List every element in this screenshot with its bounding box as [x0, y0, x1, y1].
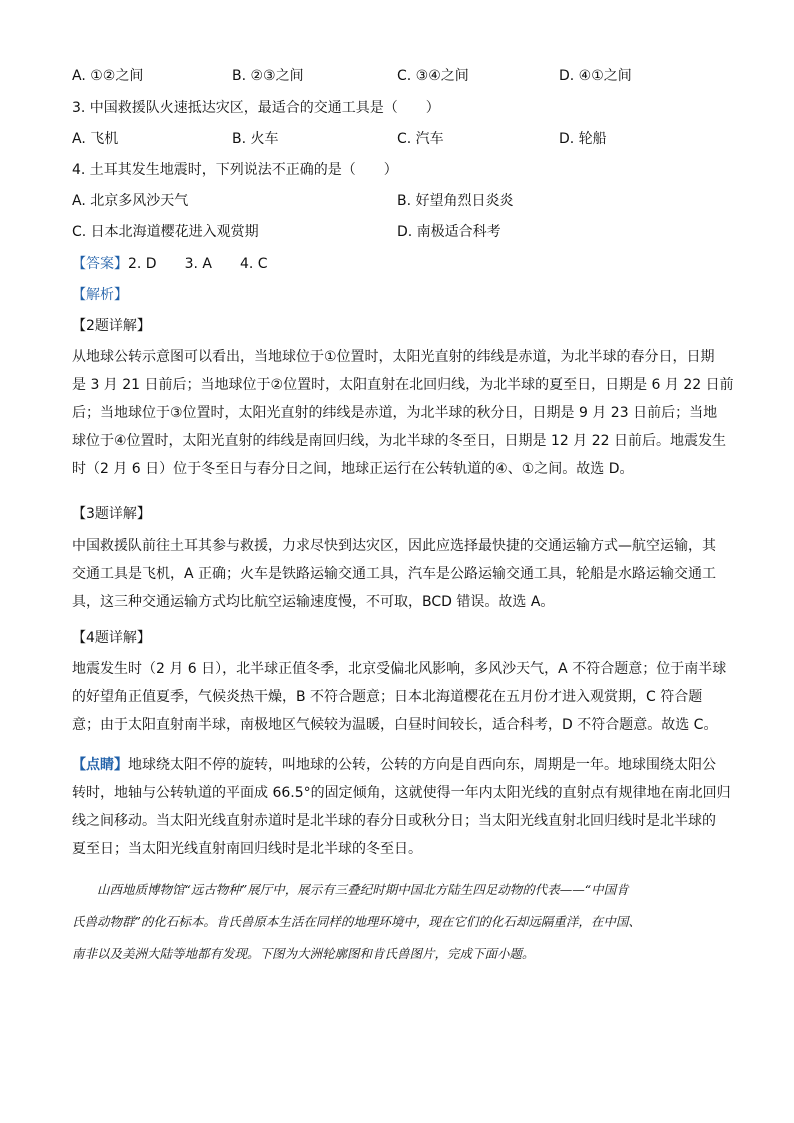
- q4-options-row1: [72, 191, 722, 211]
- detail2-line: 从地球公转示意图可以看出，当地球位于①位置时，太阳光直射的纬线是赤道，为北半球的春分日，日期: [72, 349, 715, 365]
- detail3-line: 交通工具是飞机，A 正确；火车是铁路运输交通工具，汽车是公路运输交通工具，轮船是水路运输交通工: [72, 566, 717, 582]
- detail3-line: 具，这三种交通运输方式均比航空运输速度慢，不可取，BCD 错误。故选 A。: [72, 594, 555, 610]
- q3-options: [72, 129, 722, 149]
- answer-text: 2. D 3. A 4. C: [128, 256, 268, 272]
- detail2-line: 后；当地球位于③位置时，太阳光直射的纬线是赤道，为北半球的秋分日，日期是 9 月 23 日前后；当地: [72, 405, 718, 421]
- material-paragraph: [72, 874, 722, 970]
- q4-stem: 4. 土耳其发生地震时，下列说法不正确的是（ ）: [72, 162, 398, 178]
- q3-stem: 3. 中国救援队火速抵达灾区，最适合的交通工具是（ ）: [72, 100, 440, 116]
- detail3-paragraph: [72, 532, 724, 616]
- q4-option-a: A. 北京多风沙天气: [72, 193, 189, 209]
- q3-option-d: D. 轮船: [559, 131, 607, 147]
- key-point-label: 【点睛】: [72, 757, 128, 773]
- detail4-line: 意；由于太阳直射南半球，南极地区气候较为温暖，白昼时间较长，适合科考，D 不符合题意。故选 C。: [72, 717, 718, 733]
- key-point-paragraph: [72, 751, 731, 863]
- q4-option-c: C. 日本北海道樱花进入观赏期: [72, 224, 259, 240]
- key-point-text: 地球绕太阳不停的旋转，叫地球的公转，公转的方向是自西向东，周期是一年。地球围绕太阳公: [128, 757, 716, 773]
- detail2-line: 是 3 月 21 日前后；当地球位于②位置时，太阳直射在北回归线，为北半球的夏至日，日期是 6 月 22 日前: [72, 377, 734, 393]
- detail2-line: 球位于④位置时，太阳光直射的纬线是南回归线，为北半球的冬至日，日期是 12 月 22 日前后。地震发生: [72, 433, 726, 449]
- detail2-heading: 【2题详解】: [72, 318, 151, 334]
- q4-options-row2: [72, 222, 722, 242]
- detail4-paragraph: [72, 655, 727, 739]
- q2-option-d: D. ④①之间: [559, 68, 632, 84]
- q4-option-d: D. 南极适合科考: [397, 224, 501, 240]
- key-point-line: 转时，地轴与公转轨道的平面成 66.5°的固定倾角，这就使得一年内太阳光线的直射点有规律地在南北回归: [72, 785, 731, 801]
- detail4-line: 地震发生时（2 月 6 日），北半球正值冬季，北京受偏北风影响，多风沙天气，A 不符合题意；位于南半球: [72, 661, 727, 677]
- key-point-line: 夏至日；当太阳光线直射南回归线时是北半球的冬至日。: [72, 841, 422, 857]
- detail3-line: 中国救援队前往土耳其参与救援，力求尽快到达灾区，因此应选择最快捷的交通运输方式—航空运输，其: [72, 538, 716, 554]
- q3-option-a: A. 飞机: [72, 131, 119, 147]
- material-line: 山西地质博物馆“远古物种”展厅中，展示有三叠纪时期中国北方陆生四足动物的代表——“中国肯: [72, 882, 629, 897]
- detail2-line: 时（2 月 6 日）位于冬至日与春分日之间，地球正运行在公转轨道的④、①之间。故选 D。: [72, 461, 634, 477]
- material-line: 南非以及美洲大陆等地都有发现。下图为大洲轮廓图和肯氏兽图片，完成下面小题。: [72, 946, 535, 961]
- analysis-label: 【解析】: [72, 287, 128, 303]
- q3-option-b: B. 火车: [232, 131, 279, 147]
- detail4-line: 的好望角正值夏季，气候炎热干燥，B 不符合题意；日本北海道樱花在五月份才进入观赏期，C 符合题: [72, 689, 703, 705]
- q2-option-c: C. ③④之间: [397, 68, 469, 84]
- key-point-first-line: [72, 751, 724, 779]
- answer-label: 【答案】: [72, 256, 128, 272]
- material-line: 氏兽动物群”的化石标本。肯氏兽原本生活在同样的地理环境中，现在它们的化石却远隔重洋，在中国、: [72, 914, 641, 929]
- q3-option-c: C. 汽车: [397, 131, 444, 147]
- detail3-heading: 【3题详解】: [72, 506, 151, 522]
- q2-options: [72, 66, 722, 86]
- detail2-paragraph: [72, 343, 734, 483]
- key-point-line: 线之间移动。当太阳光线直射赤道时是北半球的春分日或秋分日；当太阳光线直射北回归线时是北半球的: [72, 813, 716, 829]
- detail4-heading: 【4题详解】: [72, 630, 151, 646]
- q4-option-b: B. 好望角烈日炎炎: [397, 193, 514, 209]
- q2-option-a: A. ①②之间: [72, 68, 144, 84]
- answer-line: [72, 254, 722, 274]
- q2-option-b: B. ②③之间: [232, 68, 304, 84]
